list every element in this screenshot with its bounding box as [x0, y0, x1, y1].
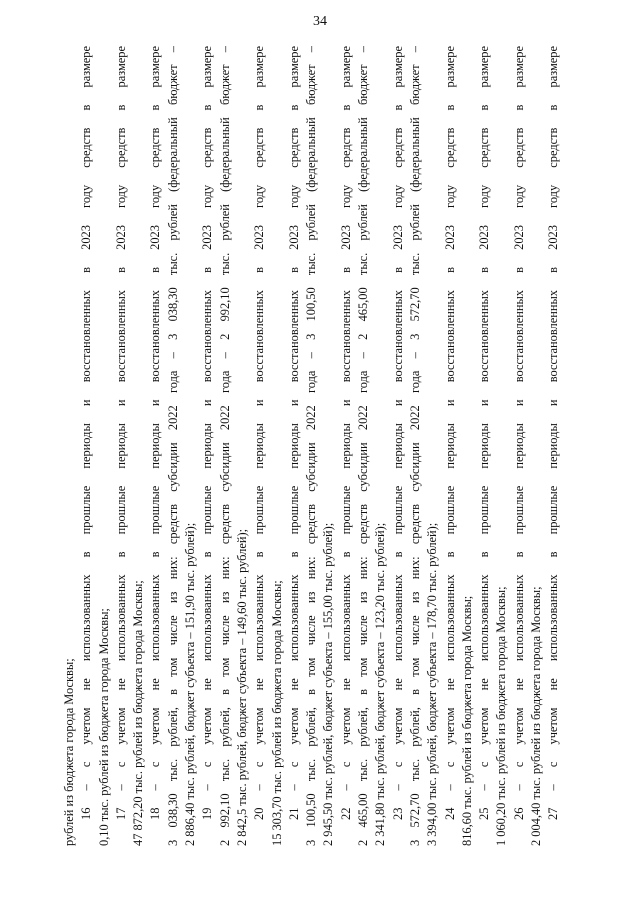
footnote-start-line: 26 – с учетом не использованных в прошлые периоды и восстановленных в 2023 году средств в размере — [511, 46, 526, 820]
footnote-text-line: 0,10 тыс. рублей из бюджета города Москвы; — [96, 608, 111, 846]
footnote-start-line: 24 – с учетом не использованных в прошлые периоды и восстановленных в 2023 году средств в размере — [442, 46, 457, 820]
footnote-start-line: 22 – с учетом не использованных в прошлые периоды и восстановленных в 2023 году средств в размере — [338, 46, 353, 820]
footnote-text-line: 47 872,20 тыс. рублей из бюджета города Москвы; — [131, 580, 146, 846]
footnote-text-line: 2 945,50 тыс. рублей, бюджет субъекта – 155,00 тыс. рублей); — [321, 522, 336, 846]
footnote-text-line: 2 004,40 тыс. рублей из бюджета города Москвы; — [529, 586, 544, 846]
footnote-text-line: 3 394,00 тыс. рублей, бюджет субъекта – 178,70 тыс. рублей); — [425, 522, 440, 846]
footnotes-text-block — [61, 46, 579, 846]
footnote-start-line: 27 – с учетом не использованных в прошлые периоды и восстановленных в 2023 году средств в размере — [546, 46, 561, 820]
page-number: 34 — [313, 14, 327, 29]
footnote-text-line: 816,60 тыс. рублей из бюджета города Москвы; — [459, 595, 474, 846]
footnote-text-line: 2 886,40 тыс. рублей, бюджет субъекта – 151,90 тыс. рублей); — [183, 522, 198, 846]
footnote-start-line: 18 – с учетом не использованных в прошлые периоды и восстановленных в 2023 году средств в размере — [148, 46, 163, 820]
footnote-text-line: 2 842,5 тыс. рублей, бюджет субъекта – 149,60 тыс. рублей); — [234, 528, 249, 846]
footnote-text-line: 2 992,10 тыс. рублей, в том числе из них: средств субсидии 2022 года – 2 992,10 тыс. рублей (федеральный бюджет – — [217, 46, 232, 846]
footnote-start-line: 17 – с учетом не использованных в прошлые периоды и восстановленных в 2023 году средств в размере — [113, 46, 128, 820]
footnote-text-line: 3 038,30 тыс. рублей, в том числе из них: средств субсидии 2022 года – 3 038,30 тыс. рублей (федеральный бюджет – — [165, 46, 180, 846]
footnote-text-line: рублей из бюджета города Москвы; — [62, 658, 76, 846]
footnote-start-line: 21 – с учетом не использованных в прошлые периоды и восстановленных в 2023 году средств в размере — [286, 46, 301, 820]
footnote-text-line: 15 303,70 тыс. рублей из бюджета города Москвы; — [269, 580, 284, 846]
footnote-start-line: 25 – с учетом не использованных в прошлые периоды и восстановленных в 2023 году средств в размере — [477, 46, 492, 820]
footnote-text-line: 1 060,20 тыс. рублей из бюджета города Москвы; — [494, 586, 509, 846]
footnote-start-line: 19 – с учетом не использованных в прошлые периоды и восстановленных в 2023 году средств в размере — [200, 46, 215, 820]
footnote-start-line: 23 – с учетом не использованных в прошлые периоды и восстановленных в 2023 году средств в размере — [390, 46, 405, 820]
footnote-text-line: 3 100,50 тыс. рублей, в том числе из них: средств субсидии 2022 года – 3 100,50 тыс. рублей (федеральный бюджет – — [304, 46, 319, 846]
footnote-start-line: 20 – с учетом не использованных в прошлые периоды и восстановленных в 2023 году средств в размере — [252, 46, 267, 820]
footnote-text-line: 3 572,70 тыс. рублей, в том числе из них: средств субсидии 2022 года – 3 572,70 тыс. рублей (федеральный бюджет – — [407, 46, 422, 846]
footnote-text-line: 2 341,80 тыс. рублей, бюджет субъекта – 123,20 тыс. рублей); — [373, 522, 388, 846]
footnote-start-line: 16 – с учетом не использованных в прошлые периоды и восстановленных в 2023 году средств в размере — [79, 46, 94, 820]
footnote-text-line: 2 465,00 тыс. рублей, в том числе из них: средств субсидии 2022 года – 2 465,00 тыс. рублей (федеральный бюджет – — [356, 46, 371, 846]
